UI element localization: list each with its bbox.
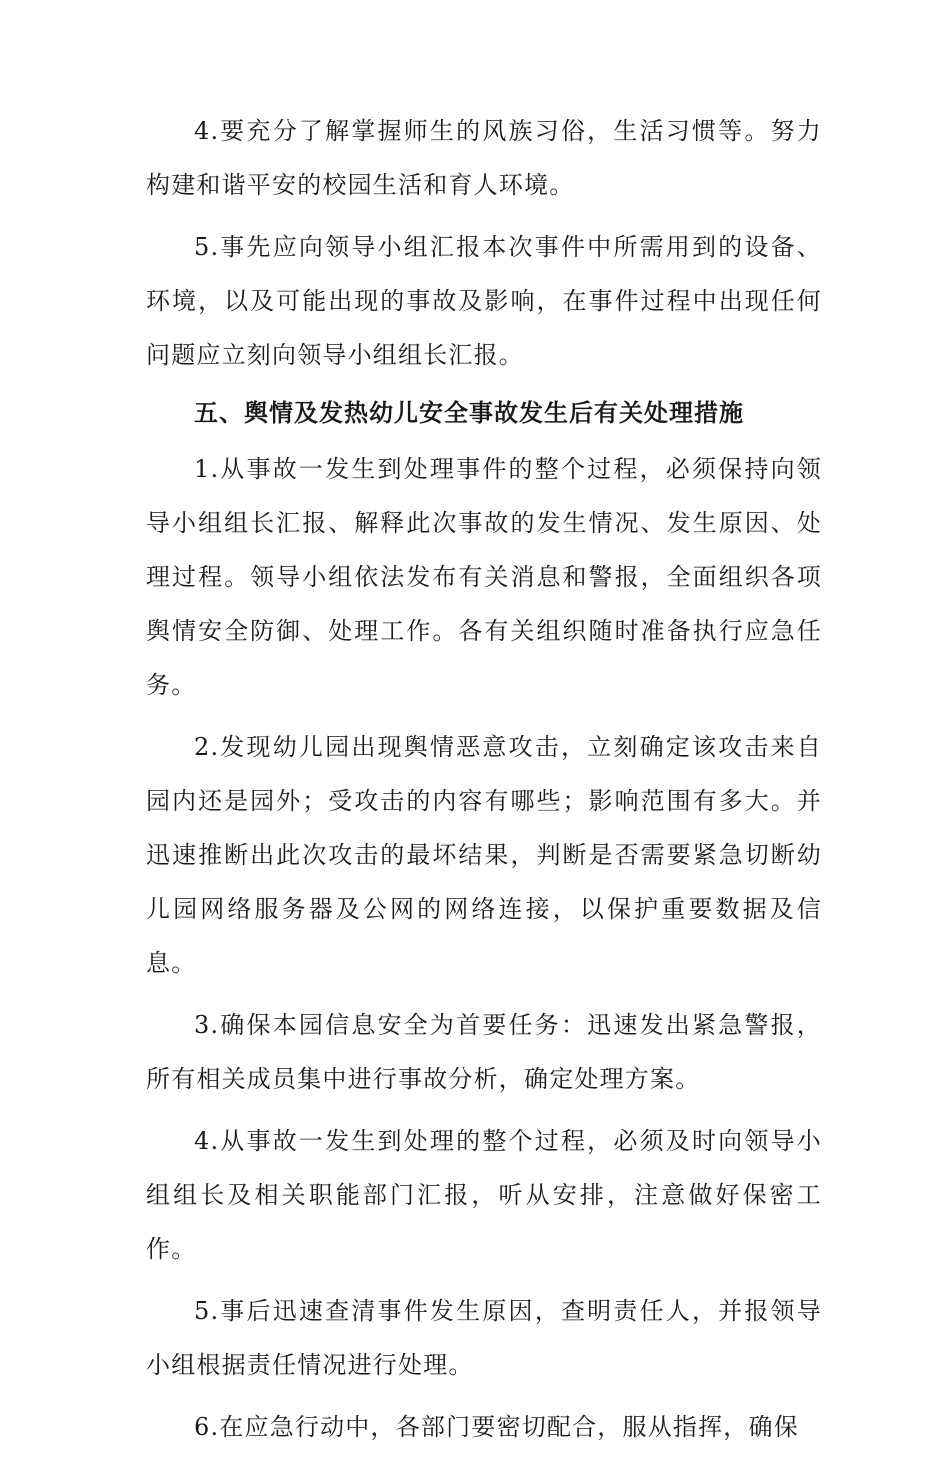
paragraph-item-4-customs: 4.要充分了解掌握师生的风族习俗，生活习惯等。努力构建和谐平安的校园生活和育人环境。 [146, 117, 822, 199]
paragraph-measure-4: 4.从事故一发生到处理的整个过程，必须及时向领导小组组长及相关职能部门汇报，听从安排，注意做好保密工作。 [146, 1127, 822, 1263]
paragraph-item-5-report-equipment: 5.事先应向领导小组汇报本次事件中所需用到的设备、环境，以及可能出现的事故及影响，在事件过程中出现任何问题应立刻向领导小组组长汇报。 [146, 233, 822, 369]
paragraph-measure-6: 6.在应急行动中，各部门要密切配合，服从指挥，确保 [194, 1413, 799, 1441]
document-body [146, 104, 822, 1462]
paragraph-measure-3: 3.确保本园信息安全为首要任务：迅速发出紧急警报，所有相关成员集中进行事故分析，确定处理方案。 [146, 1011, 822, 1093]
paragraph-measure-5: 5.事后迅速查清事件发生原因，查明责任人，并报领导小组根据责任情况进行处理。 [146, 1297, 822, 1379]
section-heading: 五、舆情及发热幼儿安全事故发生后有关处理措施 [194, 399, 744, 427]
paragraph-measure-2: 2.发现幼儿园出现舆情恶意攻击，立刻确定该攻击来自园内还是园外；受攻击的内容有哪些；影响范围有多大。并迅速推断出此次攻击的最坏结果，判断是否需要紧急切断幼儿园网络服务器及公网的网络连接，以保护重要数据及信息。 [146, 733, 822, 977]
paragraph-measure-1: 1.从事故一发生到处理事件的整个过程，必须保持向领导小组组长汇报、解释此次事故的发生情况、发生原因、处理过程。领导小组依法发布有关消息和警报，全面组织各项舆情安全防御、处理工作。各有关组织随时准备执行应急任务。 [146, 455, 822, 699]
